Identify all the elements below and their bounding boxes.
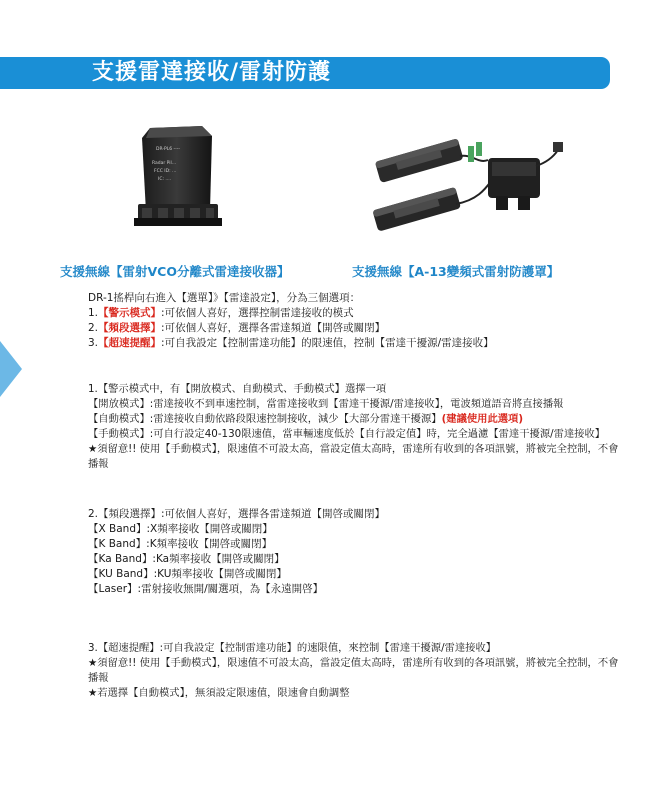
device-label-2: Radar Pil... [152,161,177,166]
band-ka: 【Ka Band】:Ka頻率接收【開啓或關閉】 [88,553,285,565]
alert-mode-heading: 1.【警示模式中，有【開放模式、自動模式、手動模式】選擇一項 [88,383,387,395]
option-3-name: 【超速提醒】 [98,337,162,349]
option-1-desc: :可依個人喜好，選擇控制雷達接收的模式 [161,307,354,319]
auto-mode-text: 【自動模式】:雷達接收自動依路段限速控制接收，減少【大部分雷達干擾源】 [88,413,442,425]
band-x: 【X Band】:X頻率接收【開啓或關閉】 [88,523,273,535]
page-number-tab [0,341,44,397]
intro-block [88,291,494,351]
band-ku: 【KU Band】:KU頻率接收【開啓或關閉】 [88,568,287,580]
manual-mode-desc: 【手動模式】:可自行設定40-130限速值，當車輛速度低於【自行設定值】時，完全過濾【雷達干擾源/雷達接收】 [88,428,606,440]
option-2 [88,321,494,336]
page-number: 16 [18,21,32,35]
option-2-desc: :可依個人喜好，選擇各雷達頻道【開啓或關閉】 [161,322,386,334]
laser-shield-image [368,120,568,245]
band-selection-section [88,507,385,597]
band-selection-heading: 2.【頻段選擇】:可依個人喜好，選擇各雷達頻道【開啓或關閉】 [88,508,386,520]
intro-line: DR-1搖桿向右進入【選單】》【雷達設定】，分為三個選項： [88,292,361,304]
option-3 [88,336,494,351]
open-mode-desc: 【開放模式】:雷達接收不到車速控制，當雷達接收到【雷達干擾源/雷達接收】，電波頻道語音將直接播報 [88,398,564,410]
option-1 [88,306,494,321]
speed-alert-heading: 3.【超速提醒】:可自我設定【控制雷達功能】的速限值，來控制【雷達干擾源/雷達接收】 [88,642,497,654]
device-label-4: IC: .... [158,177,172,182]
recommended-note: (建議使用此選項) [441,413,524,425]
option-3-number: 3. [88,337,99,349]
auto-mode-desc [88,412,628,427]
title-bar [0,57,610,89]
option-1-name: 【警示模式】 [98,307,162,319]
device-label-3: FCC ID: ... [154,169,177,174]
band-k: 【K Band】:K頻率接收【開啓或關閉】 [88,538,273,550]
option-3-desc: :可自我設定【控制雷達功能】的限速值，控制【雷達干擾源/雷達接收】 [161,337,494,349]
device-label-1: DR-PL6 ---- [156,147,181,152]
option-2-name: 【頻段選擇】 [98,322,162,334]
band-laser: 【Laser】:雷射接收無開/關選項，為【永遠開啓】 [88,583,324,595]
left-product-caption: 支援無線【雷射VCO分離式雷達接收器】 [60,264,290,279]
speed-alert-section [88,641,628,701]
manual-mode-warning: ★須留意!! 使用【手動模式】，限速值不可設太高，當設定值太高時，雷達所有收到的各項訊號，將被完全控制，不會播報 [88,443,619,470]
page-title: 支援雷達接收/雷射防護 [92,60,332,85]
radar-receiver-image [128,122,228,242]
option-2-number: 2. [88,322,99,334]
auto-mode-tip: ★若選擇【自動模式】，無須設定限速值，限速會自動調整 [88,687,350,699]
right-product-caption: 支援無線【A-13變頻式雷射防護罩】 [352,264,560,279]
alert-mode-section [88,382,628,472]
option-1-number: 1. [88,307,99,319]
speed-alert-warning: ★須留意!! 使用【手動模式】，限速值不可設太高，當設定值太高時，雷達所有收到的各項訊號，將被完全控制，不會播報 [88,657,619,684]
